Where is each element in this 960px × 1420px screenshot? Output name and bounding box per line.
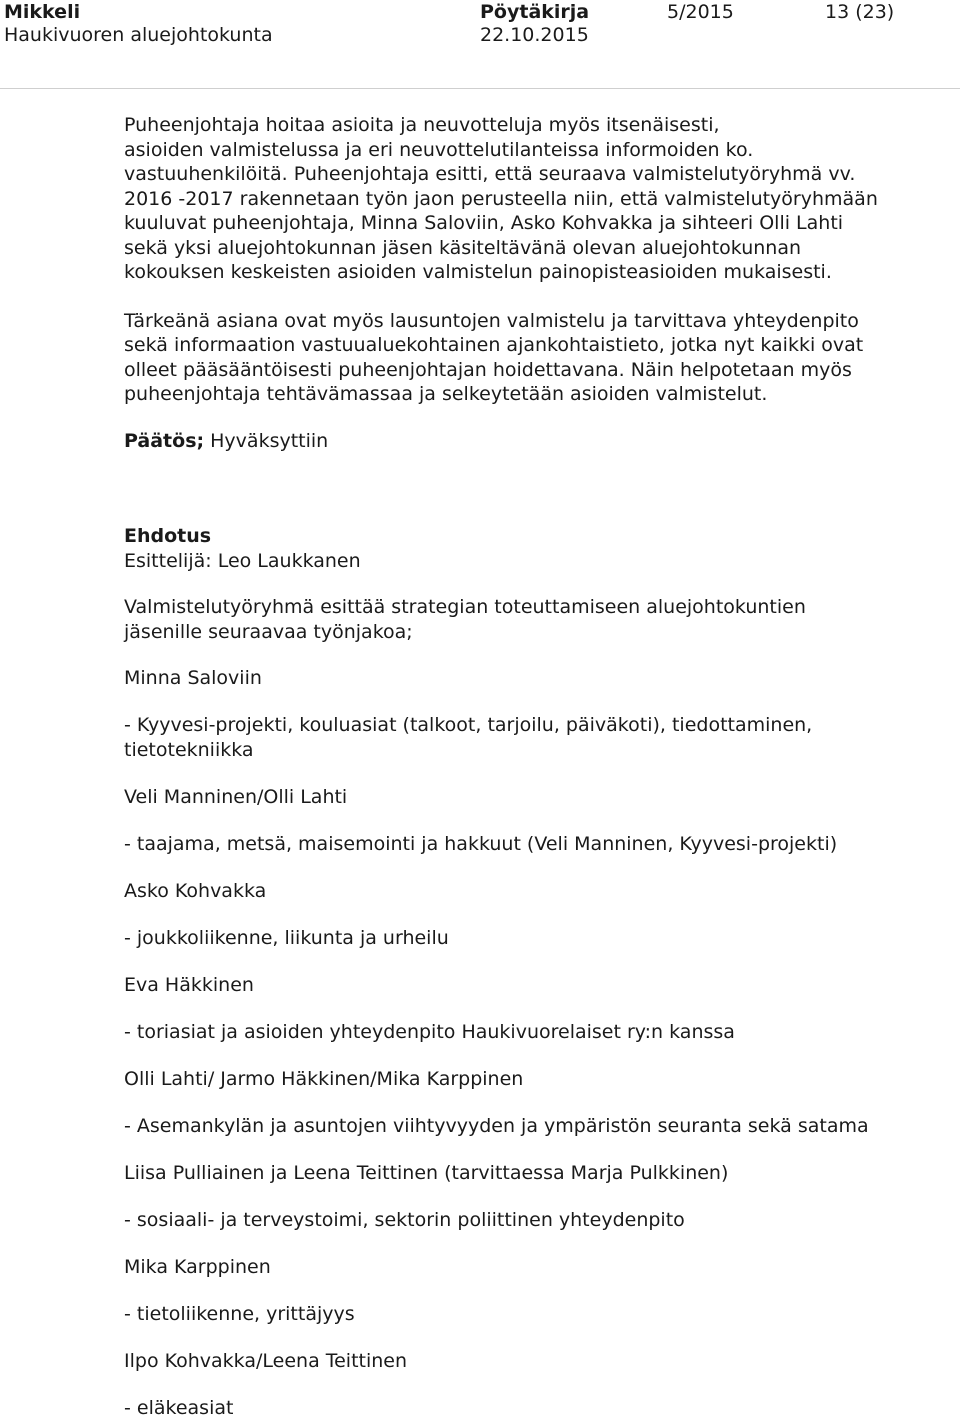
decision (124, 429, 904, 454)
proposal-line: jäsenille seuraavaa työnjakoa; (124, 620, 413, 643)
assignment-person: Eva Häkkinen (124, 973, 254, 996)
para2-line: puheenjohtaja tehtävämassaa ja selkeytetään asioiden valmistelut. (124, 383, 768, 405)
presenter: Esittelijä: Leo Laukkanen (124, 549, 361, 572)
assignment-duties: - joukkoliikenne, liikunta ja urheilu (124, 926, 449, 949)
assignment-duties: - taajama, metsä, maisemointi ja hakkuut (Veli Manninen, Kyyvesi-projekti) (124, 832, 838, 855)
proposal-heading: Ehdotus (124, 525, 212, 547)
header-page-number: 13 (23) (825, 1, 895, 23)
para2-line: sekä informaation vastuualuekohtainen ajankohtaistieto, jotka nyt kaikki ovat (124, 334, 864, 356)
assignment-duties (124, 713, 904, 762)
page-header (0, 0, 960, 89)
assignment-person: Veli Manninen/Olli Lahti (124, 785, 348, 808)
intro-line: sekä yksi aluejohtokunnan jäsen käsiteltävänä olevan aluejohtokunnan (124, 236, 802, 259)
intro-line: asioiden valmistelussa ja eri neuvottelutilanteissa informoiden ko. (124, 138, 754, 161)
intro-line: Puheenjohtaja hoitaa asioita ja neuvotteluja myös itsenäisesti, (124, 114, 720, 136)
intro-line: vastuuhenkilöitä. Puheenjohtaja esitti, että seuraava valmistelutyöryhmä vv. (124, 163, 856, 185)
assignment-person: Mika Karppinen (124, 1255, 271, 1278)
proposal-line: Valmistelutyöryhmä esittää strategian toteuttamiseen aluejohtokuntien (124, 596, 806, 618)
assignment-person: Liisa Pulliainen ja Leena Teittinen (tarvittaessa Marja Pulkkinen) (124, 1161, 729, 1184)
para2-line: olleet pääsääntöisesti puheenjohtajan hoidettavana. Näin helpotetaan myös (124, 358, 852, 381)
duty-line: - Kyyvesi-projekti, kouluasiat (talkoot, tarjoilu, päiväkoti), tiedottaminen, (124, 714, 813, 736)
intro-paragraph (124, 113, 904, 285)
intro-line: kokouksen keskeisten asioiden valmistelun painopisteasioiden mukaisesti. (124, 261, 832, 283)
assignment-duties: - Asemankylän ja asuntojen viihtyvyyden ja ympäristön seuranta sekä satama (124, 1114, 869, 1137)
assignment-person: Asko Kohvakka (124, 879, 267, 902)
decision-label: Päätös; (124, 429, 205, 452)
proposal-block (124, 524, 904, 573)
header-date: 22.10.2015 (480, 24, 589, 46)
header-meeting-number: 5/2015 (667, 1, 734, 23)
duty-line: tietotekniikka (124, 738, 254, 761)
header-committee: Haukivuoren aluejohtokunta (4, 24, 273, 46)
intro-line: kuuluvat puheenjohtaja, Minna Saloviin, Asko Kohvakka ja sihteeri Olli Lahti (124, 212, 844, 234)
assignment-duties: - sosiaali- ja terveystoimi, sektorin poliittinen yhteydenpito (124, 1208, 685, 1231)
assignment-duties: - toriasiat ja asioiden yhteydenpito Haukivuorelaiset ry:n kanssa (124, 1020, 735, 1043)
assignment-duties: - eläkeasiat (124, 1396, 234, 1419)
proposal-text (124, 595, 904, 644)
header-org: Mikkeli (4, 1, 81, 23)
second-paragraph (124, 309, 904, 407)
header-doc-type: Pöytäkirja (480, 1, 590, 23)
decision-text: Hyväksyttiin (204, 429, 329, 452)
para2-line: Tärkeänä asiana ovat myös lausuntojen valmistelu ja tarvittava yhteydenpito (124, 309, 859, 332)
assignment-person: Minna Saloviin (124, 667, 262, 689)
intro-line: 2016 -2017 rakennetaan työn jaon perusteella niin, että valmistelutyöryhmään (124, 187, 878, 210)
document-body (124, 113, 904, 1420)
assignment-duties: - tietoliikenne, yrittäjyys (124, 1302, 355, 1325)
assignment-person: Ilpo Kohvakka/Leena Teittinen (124, 1349, 408, 1372)
assignment-person: Olli Lahti/ Jarmo Häkkinen/Mika Karppinen (124, 1067, 524, 1090)
